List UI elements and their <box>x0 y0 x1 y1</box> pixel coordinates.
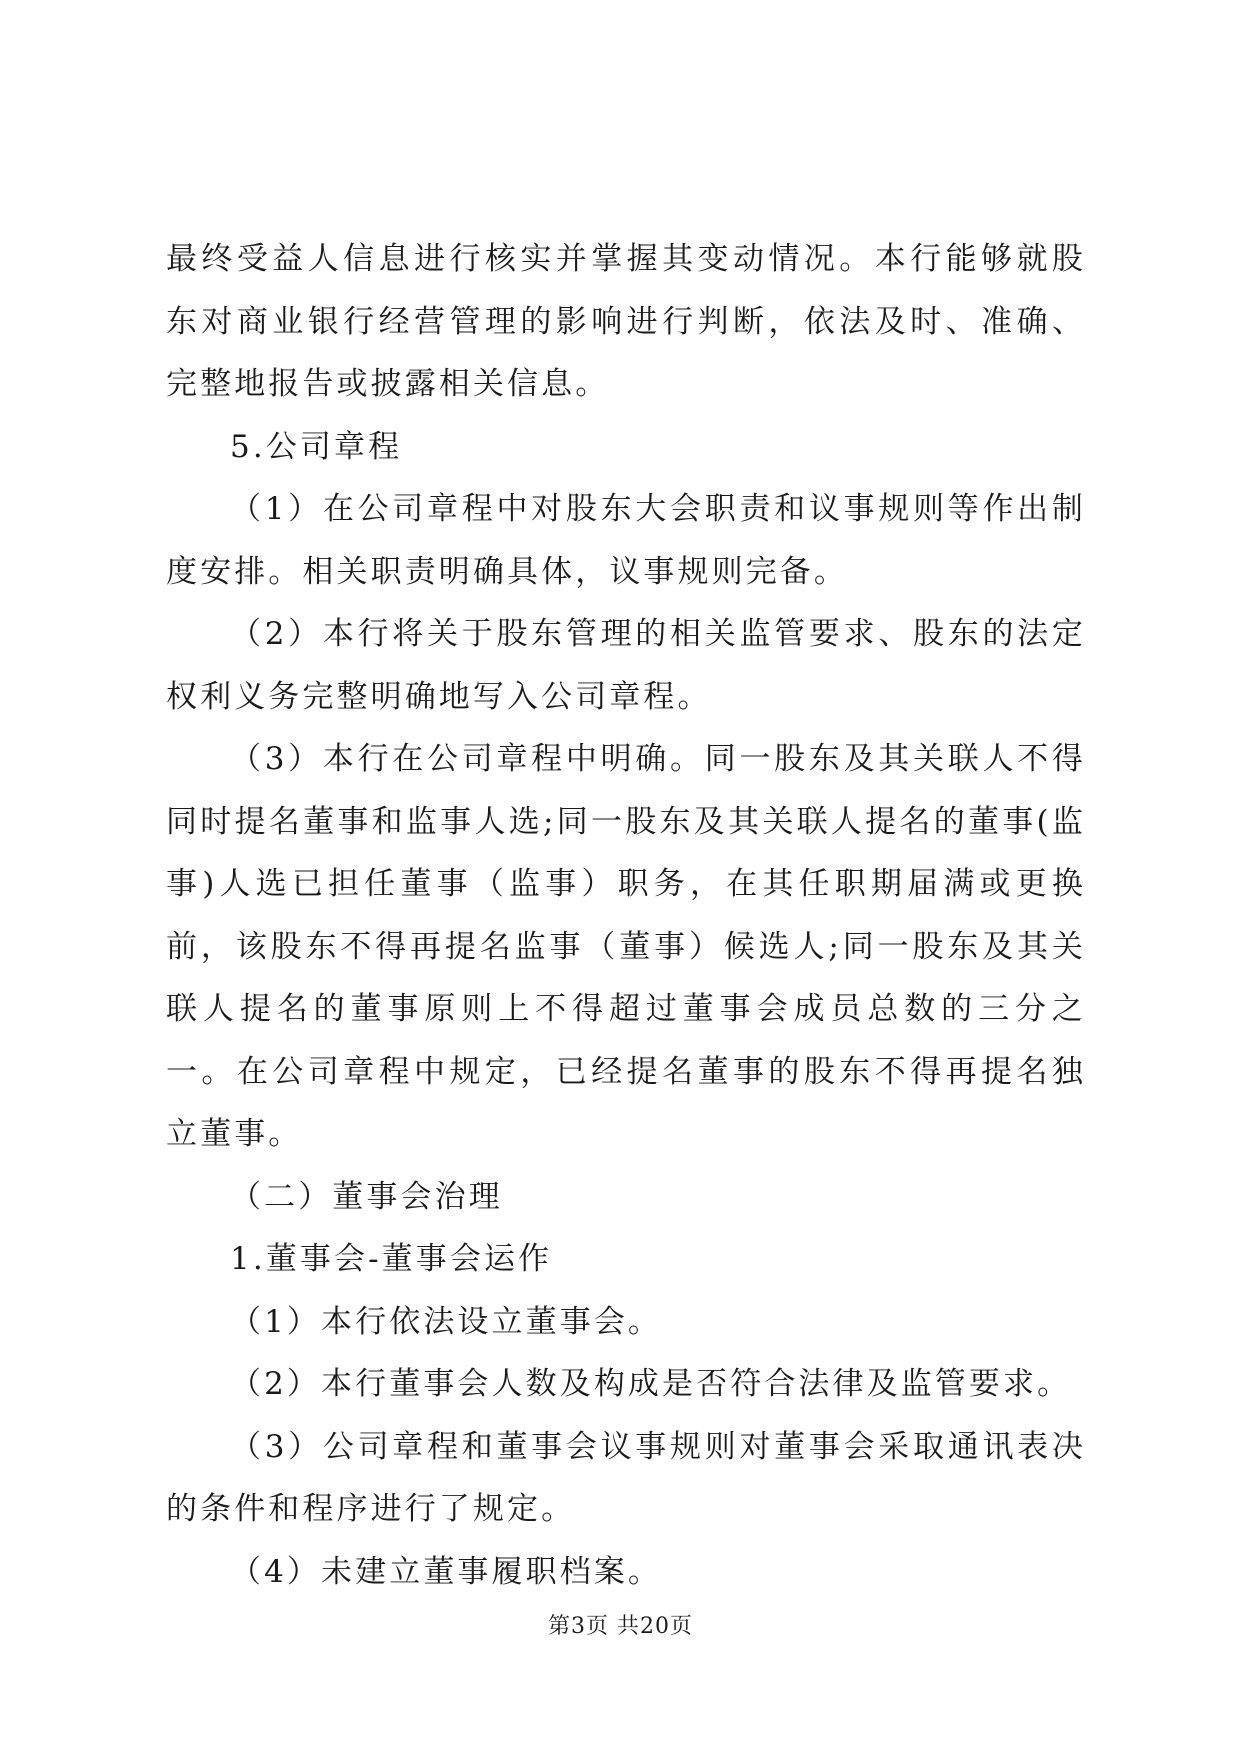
paragraph-board-item-3: （3）公司章程和董事会议事规则对董事会采取通讯表决的条件和程序进行了规定。 <box>166 1428 1086 1527</box>
section-heading-articles: 5.公司章程 <box>230 428 403 465</box>
paragraph-item-3: （3）本行在公司章程中明确。同一股东及其关联人不得同时提名董事和监事人选;同一股东及其关联人提名的董事(监事)人选已担任董事（监事）职务，在其任职期届满或更换前，该股东不得再提名监事（董事）候选人;同一股东及其关联人提名的董事原则上不得超过董事会成员总数的三分之一。在公司章程中规定，已经提名董事的股东不得再提名独立董事。 <box>166 741 1086 1152</box>
page-number-footer: 第3页 共20页 <box>548 1614 693 1639</box>
paragraph-item-2: （2）本行将关于股东管理的相关监管要求、股东的法定权利义务完整明确地写入公司章程。 <box>166 616 1086 715</box>
paragraph-board-item-4: （4）未建立董事履职档案。 <box>230 1553 663 1590</box>
document-body <box>166 228 1086 1603</box>
paragraph-1: 最终受益人信息进行核实并掌握其变动情况。本行能够就股东对商业银行经营管理的影响进行判断，依法及时、准确、完整地报告或披露相关信息。 <box>166 241 1086 402</box>
paragraph-board-item-2: （2）本行董事会人数及构成是否符合法律及监管要求。 <box>230 1366 1072 1402</box>
paragraph-board-item-1: （1）本行依法设立董事会。 <box>230 1303 663 1340</box>
section-heading-board-governance: （二）董事会治理 <box>230 1178 503 1215</box>
paragraph-item-1: （1）在公司章程中对股东大会职责和议事规则等作出制度安排。相关职责明确具体，议事规则完备。 <box>166 491 1086 590</box>
subsection-heading-board-operation: 1.董事会-董事会运作 <box>230 1241 553 1277</box>
